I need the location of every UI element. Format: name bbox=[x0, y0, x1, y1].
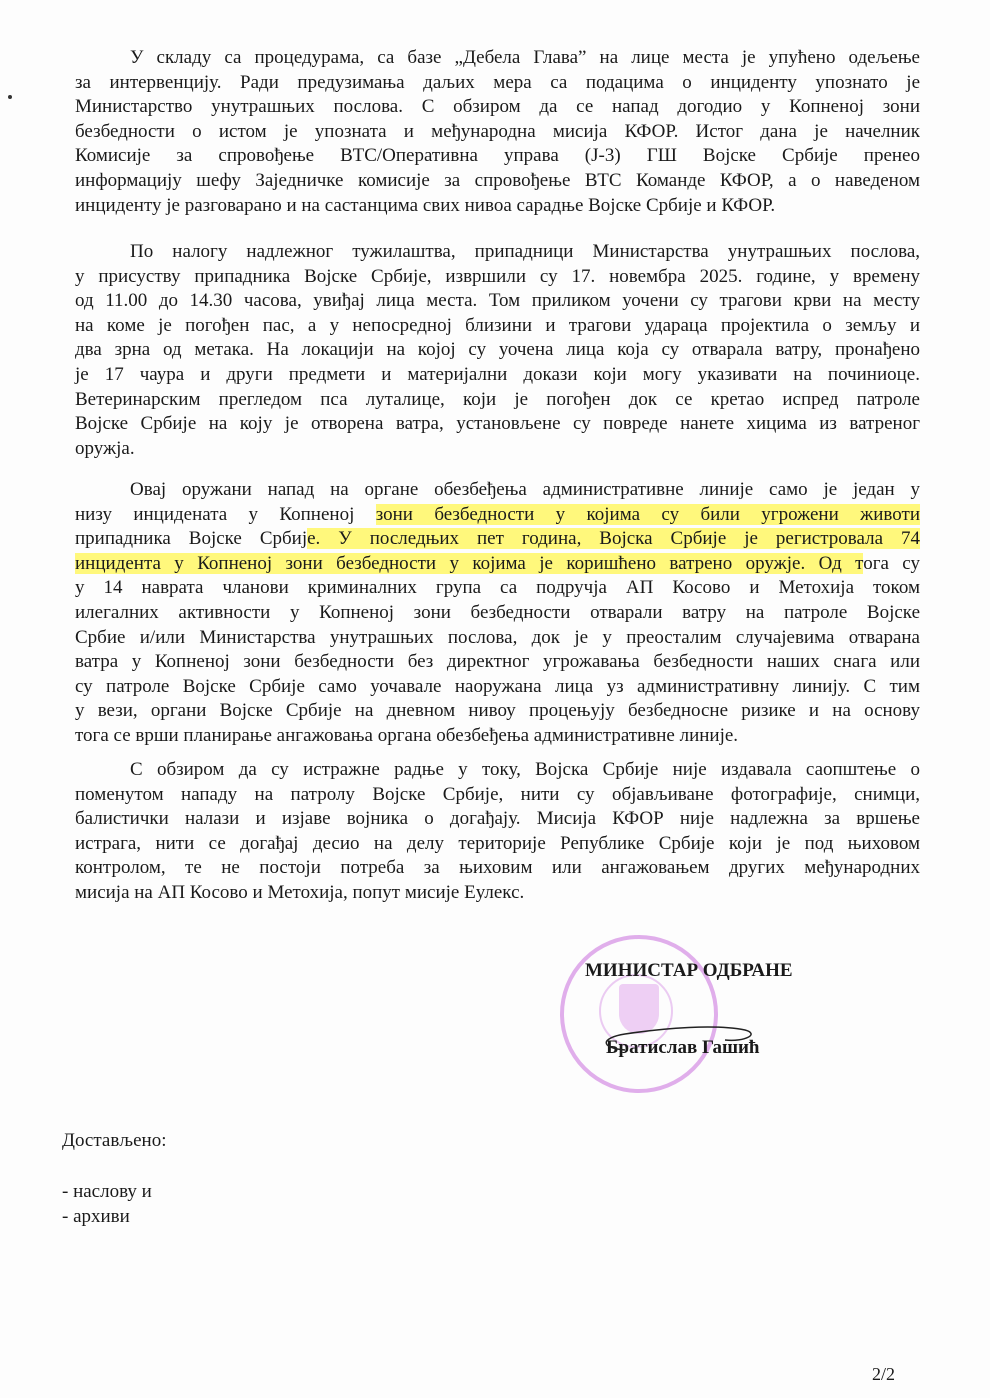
signatory-name: Братислав Гашић bbox=[606, 1037, 760, 1058]
handwritten-signature bbox=[595, 1020, 765, 1070]
paragraph bbox=[75, 758, 920, 906]
page-number: 2/2 bbox=[872, 1364, 896, 1384]
text-line: је 17 чаура и други предмети и материјални докази који могу указивати на починиоце. bbox=[75, 363, 920, 385]
text-line: тога се врши планирање ангажовања органа обезбеђења административне линије. bbox=[75, 724, 739, 746]
text-segment: ога су bbox=[863, 552, 920, 574]
paragraph bbox=[75, 240, 920, 461]
text-line: у вези, органи Војске Србије на дневном нивоу процењују безбедносне ризике и на основу bbox=[75, 700, 920, 722]
paragraph bbox=[75, 478, 920, 749]
text-line: на коме је погођен пас, а у непосредној близини и трагови ударaца пројектила о земљу и bbox=[75, 314, 920, 336]
text-line: Министарство унутрашњих послова. С обзиром да се напад догодио у Копненој зони bbox=[75, 96, 920, 118]
text-line: Србие и/или Министарства унутрашњих послова, док је у преосталим случајевима отварана bbox=[75, 626, 920, 648]
text-line: инциденту је разговарано и на састанцима свих нивоа сарадње Војске Србије и КФОР. bbox=[75, 194, 776, 216]
scan-speck bbox=[8, 95, 12, 99]
text-line: Војске Србије на коју је отворена ватра, установљене су повреде нанете хицима из ватреног bbox=[75, 413, 920, 435]
text-line: Овај оружани напад на органе обезбеђења административне линије само је један у bbox=[130, 479, 920, 500]
text-line: Комисије за спровођење ВТС/Оперативна управа (Ј-3) ГШ Војске Србије пренео bbox=[75, 145, 920, 167]
text-segment: низу инцидената у Копненој bbox=[75, 503, 376, 525]
text-line bbox=[75, 527, 920, 552]
delivered-label: Достављено: bbox=[62, 1130, 167, 1151]
highlighted-text: зони безбедности у којима су били угрожени животи bbox=[375, 503, 920, 525]
text-line: балистички налази и изјаве војника о догађају. Мисија КФОР није надлежна за вршење bbox=[75, 808, 920, 830]
text-line: С обзиром да су истражне радње у току, Војска Србије није издавала саопштење о bbox=[130, 759, 920, 780]
text-line: ватра у Копненој зони безбедности без директног угрожавања безбедности наших снага или bbox=[75, 651, 920, 673]
text-line: безбедности о истом је упозната и међународна мисија КФОР. Истог дана је начелник bbox=[75, 120, 920, 142]
text-line: мисија на АП Косово и Метохија, попут мисије Еулекс. bbox=[75, 881, 525, 903]
text-line: По налогу надлежног тужилаштва, припадници Министарства унутрашњих послова, bbox=[130, 241, 920, 262]
text-line: контролом, те не постоји потреба за њиховим или ангажовањем других међународних bbox=[75, 857, 920, 879]
highlighted-text: е. У последњих пет година, Војска Србије је регистровала 74 bbox=[307, 528, 920, 550]
text-line: У складу са процедурама, са базе „Дебела Глава” на лице места је упућено одељење bbox=[130, 47, 920, 68]
text-line: у 14 наврата чланови криминалних група са подручја АП Косово и Метохија током bbox=[75, 577, 920, 599]
recipient-item: - архиви bbox=[62, 1206, 130, 1227]
signatory-title: МИНИСТАР ОДБРАНЕ bbox=[585, 960, 793, 981]
text-line: информацију шефу Заједничке комисије за спровођење ВТС Команде КФОР, а о наведеном bbox=[75, 169, 920, 191]
text-line: од 11.00 до 14.30 часова, увиђај лица места. Том приликом уочени су трагови крви на месту bbox=[75, 290, 920, 312]
paragraph bbox=[75, 46, 920, 218]
text-line: у присуству припадника Војске Србије, извршили су 17. новембра 2025. године, у времену bbox=[75, 265, 920, 287]
text-line bbox=[75, 503, 920, 528]
recipient-item: - наслову и bbox=[62, 1181, 152, 1202]
text-line: за интервенцију. Ради предузимања даљих мера са подацима о инциденту упознато је bbox=[75, 71, 920, 93]
text-line: поменутом нападу на патролу Војске Србије, нити су објављиване фотографије, снимци, bbox=[75, 783, 920, 805]
text-line: Ветеринарским прегледом пса луталице, који је погођен док се кретао испред патроле bbox=[75, 388, 920, 410]
text-line: илегалних активности у Копненој зони безбедности отварали ватру на патроле Војске bbox=[75, 601, 920, 623]
text-line: оружја. bbox=[75, 437, 135, 459]
text-line: су патроле Војске Србије само уочавале наоружана лица уз административну линију. С тим bbox=[75, 675, 920, 697]
highlighted-text: инцидента у Копненој зони безбедности у којима је коришћено ватрено оружје. Од т bbox=[75, 552, 864, 574]
text-line bbox=[75, 552, 920, 577]
text-segment: припадника Војске Србиј bbox=[75, 528, 308, 550]
text-line: два зрна од метака. На локацији на којој су уочена лица која су отварала ватру, пронађено bbox=[75, 339, 920, 361]
text-line: истрага, нити се догађај десио на делу територије Републике Србије који је под њиховом bbox=[75, 832, 920, 854]
